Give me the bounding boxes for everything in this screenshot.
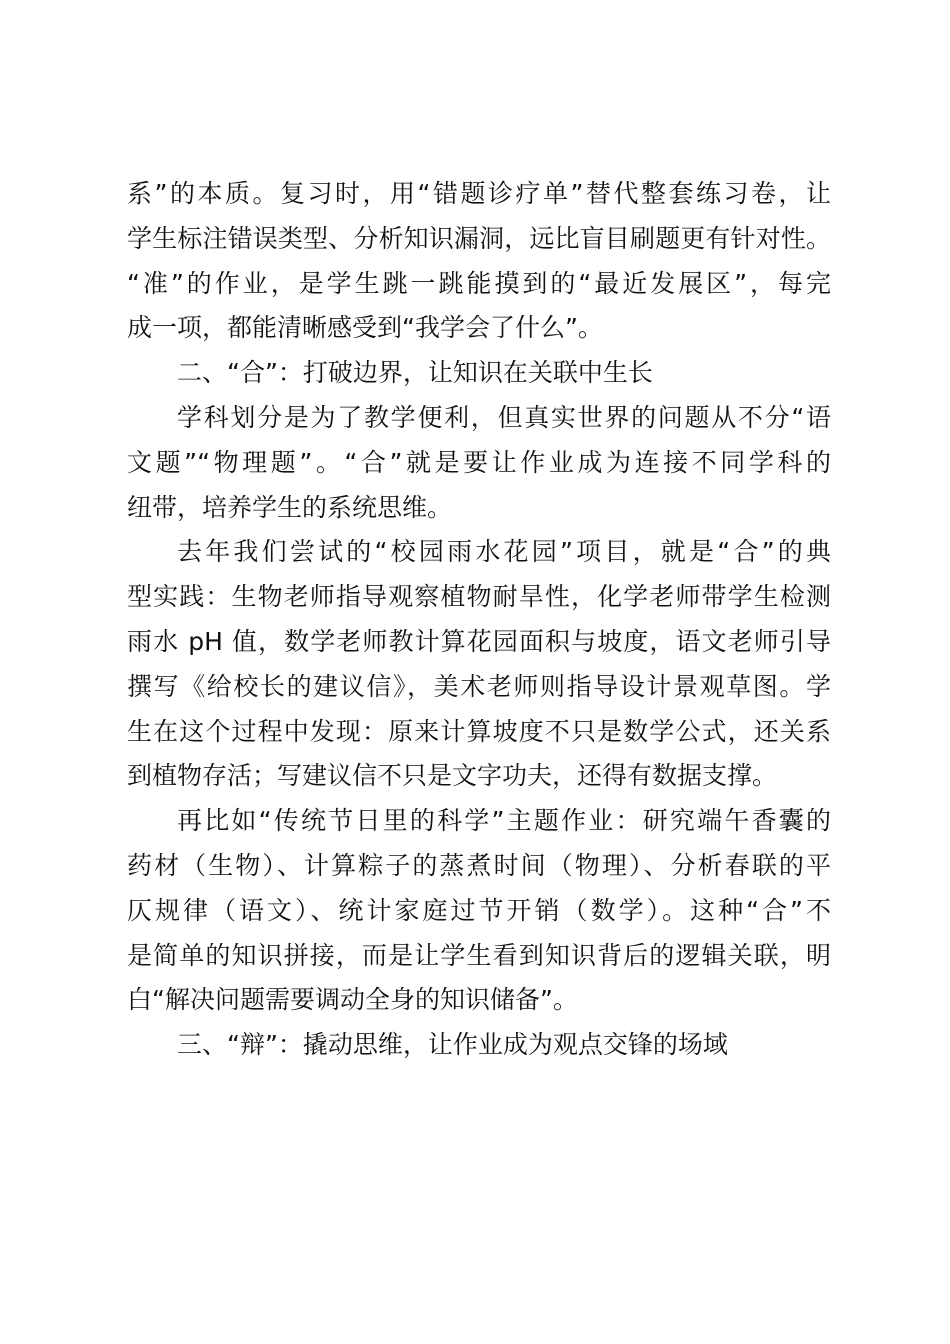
text-line: 到植物存活；写建议信不只是文字功夫，还得有数据支撑。 bbox=[127, 761, 778, 791]
text-line: 再比如“传统节日里的科学”主题作业：研究端午香囊的 bbox=[177, 806, 831, 836]
text-line: 雨水 pH 值，数学老师教计算花园面积与坡度，语文老师引导 bbox=[127, 626, 831, 656]
text-line: 是简单的知识拼接，而是让学生看到知识背后的逻辑关联，明 bbox=[127, 940, 831, 970]
text-line: 生在这个过程中发现：原来计算坡度不只是数学公式，还关系 bbox=[127, 716, 831, 746]
text-line: 去年我们尝试的“校园雨水花园”项目，就是“合”的典 bbox=[177, 537, 831, 567]
section-heading: 三、“辩”：撬动思维，让作业成为观点交锋的场域 bbox=[177, 1030, 728, 1060]
section-heading: 二、“合”：打破边界，让知识在关联中生长 bbox=[177, 358, 653, 388]
text-line: 文题”“物理题”。“合”就是要让作业成为连接不同学科的 bbox=[127, 447, 831, 477]
text-line: 型实践：生物老师指导观察植物耐旱性，化学老师带学生检测 bbox=[127, 582, 831, 612]
text-line: 系”的本质。复习时，用“错题诊疗单”替代整套练习卷，让 bbox=[127, 179, 831, 208]
text-line: 药材（生物）、计算粽子的蒸煮时间（物理）、分析春联的平 bbox=[127, 850, 831, 880]
text-line: 学生标注错误类型、分析知识漏洞，远比盲目刷题更有针对性。 bbox=[127, 223, 831, 253]
text-line: 学科划分是为了教学便利，但真实世界的问题从不分“语 bbox=[177, 402, 831, 432]
body-text bbox=[127, 172, 831, 1068]
text-line: 撰写《给校长的建议信》，美术老师则指导设计景观草图。学 bbox=[127, 671, 831, 701]
text-line: 白“解决问题需要调动全身的知识储备”。 bbox=[127, 985, 578, 1015]
text-line: 成一项，都能清晰感受到“我学会了什么”。 bbox=[127, 313, 603, 343]
text-line: “准”的作业，是学生跳一跳能摸到的“最近发展区”，每完 bbox=[127, 268, 831, 298]
text-line: 纽带，培养学生的系统思维。 bbox=[127, 492, 453, 522]
text-line: 仄规律（语文）、统计家庭过节开销（数学）。这种“合”不 bbox=[127, 895, 831, 925]
